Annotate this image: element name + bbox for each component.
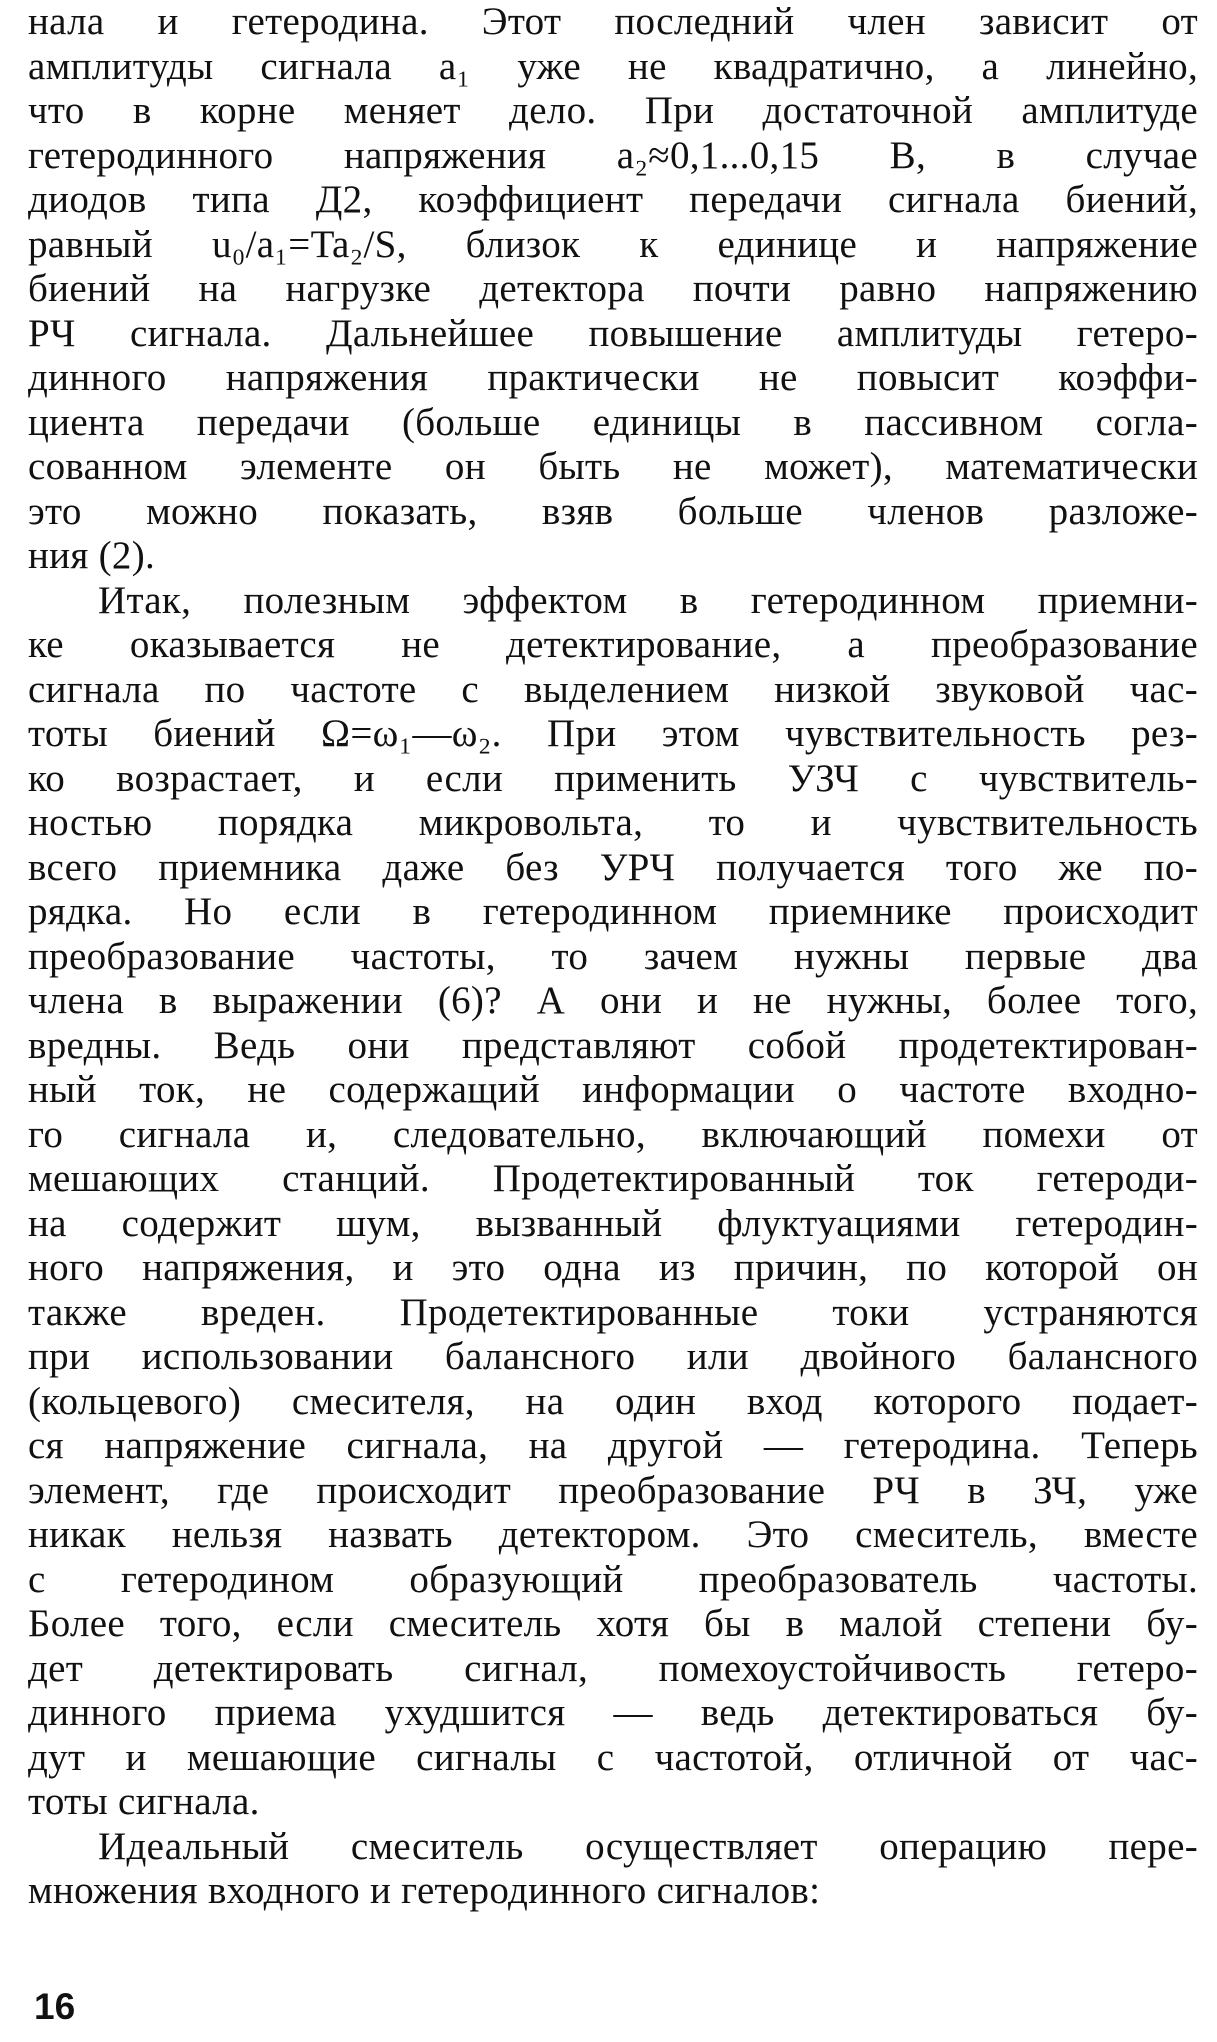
text-line: это можно показать, взяв больше членов разложе- xyxy=(28,490,1198,533)
text-line: биений на нагрузке детектора почти равно напряжению xyxy=(28,267,1198,310)
text-line: (кольцевого) смесителя, на один вход которого подает- xyxy=(28,1380,1198,1423)
text-line: ся напряжение сигнала, на другой — гетеродина. Теперь xyxy=(28,1424,1198,1467)
text-line: множения входного и гетеродинного сигналов: xyxy=(28,1869,821,1912)
page-number: 16 xyxy=(34,1986,76,2027)
text-line: рядка. Но если в гетеродинном приемнике происходит xyxy=(28,890,1198,933)
text-line: ния (2). xyxy=(28,534,156,577)
text-line: никак нельзя назвать детектором. Это смеситель, вместе xyxy=(28,1513,1198,1556)
text-line: преобразование частоты, то зачем нужны первые два xyxy=(28,935,1198,978)
text-line: тоты биений Ω=ω₁—ω₂. При этом чувствительность рез- xyxy=(28,712,1198,755)
text-line: равный u₀/a₁=Ta₂/S, близок к единице и напряжение xyxy=(28,223,1198,266)
text-line: тоты сигнала. xyxy=(28,1780,260,1823)
text-line: Более того, если смеситель хотя бы в малой степени бу- xyxy=(28,1602,1198,1645)
document-page xyxy=(28,0,1198,2027)
text-line: гетеродинного напряжения a₂≈0,1...0,15 В, в случае xyxy=(28,134,1198,177)
text-line: члена в выражении (6)? А они и не нужны, более того, xyxy=(28,979,1198,1022)
text-line: на содержит шум, вызванный флуктуациями гетеродин- xyxy=(28,1202,1198,1245)
text-line: циента передачи (больше единицы в пассивном согла- xyxy=(28,401,1198,444)
text-line: ностью порядка микровольта, то и чувствительность xyxy=(28,801,1198,844)
text-line: также вреден. Продетектированные токи устраняются xyxy=(28,1291,1198,1334)
text-line: динного приема ухудшится — ведь детектироваться бу- xyxy=(28,1691,1198,1734)
text-line: ный ток, не содержащий информации о частоте входно- xyxy=(28,1068,1198,1111)
text-line: дет детектировать сигнал, помехоустойчивость гетеро- xyxy=(28,1647,1198,1690)
text-line: го сигнала и, следовательно, включающий помехи от xyxy=(28,1113,1198,1156)
text-line: с гетеродином образующий преобразователь частоты. xyxy=(28,1558,1198,1601)
text-line: динного напряжения практически не повысит коэффи- xyxy=(28,356,1198,399)
paragraph-first-line: Идеальный смеситель осуществляет операцию пере- xyxy=(98,1825,1198,1868)
text-line: ко возрастает, и если применить УЗЧ с чувствитель- xyxy=(28,757,1198,800)
text-line: РЧ сигнала. Дальнейшее повышение амплитуды гетеро- xyxy=(28,312,1198,355)
text-line: мешающих станций. Продетектированный ток гетероди- xyxy=(28,1157,1198,1200)
text-line: диодов типа Д2, коэффициент передачи сигнала биений, xyxy=(28,178,1198,221)
text-line: амплитуды сигнала a₁ уже не квадратично, а линейно, xyxy=(28,45,1198,88)
text-line: ного напряжения, и это одна из причин, по которой он xyxy=(28,1246,1198,1289)
text-line: сигнала по частоте с выделением низкой звуковой час- xyxy=(28,668,1198,711)
text-line: нала и гетеродина. Этот последний член зависит от xyxy=(28,0,1198,43)
text-line: что в корне меняет дело. При достаточной амплитуде xyxy=(28,89,1198,132)
text-line: дут и мешающие сигналы с частотой, отличной от час- xyxy=(28,1736,1198,1779)
text-line: сованном элементе он быть не может), математически xyxy=(28,445,1198,488)
text-line: всего приемника даже без УРЧ получается того же по- xyxy=(28,846,1198,889)
paragraph-first-line: Итак, полезным эффектом в гетеродинном приемни- xyxy=(98,579,1198,622)
text-line: вредны. Ведь они представляют собой продетектирован- xyxy=(28,1024,1198,1067)
text-line: элемент, где происходит преобразование РЧ в ЗЧ, уже xyxy=(28,1469,1198,1512)
text-line: ке оказывается не детектирование, а преобразование xyxy=(28,623,1198,666)
text-line: при использовании балансного или двойного балансного xyxy=(28,1335,1198,1378)
